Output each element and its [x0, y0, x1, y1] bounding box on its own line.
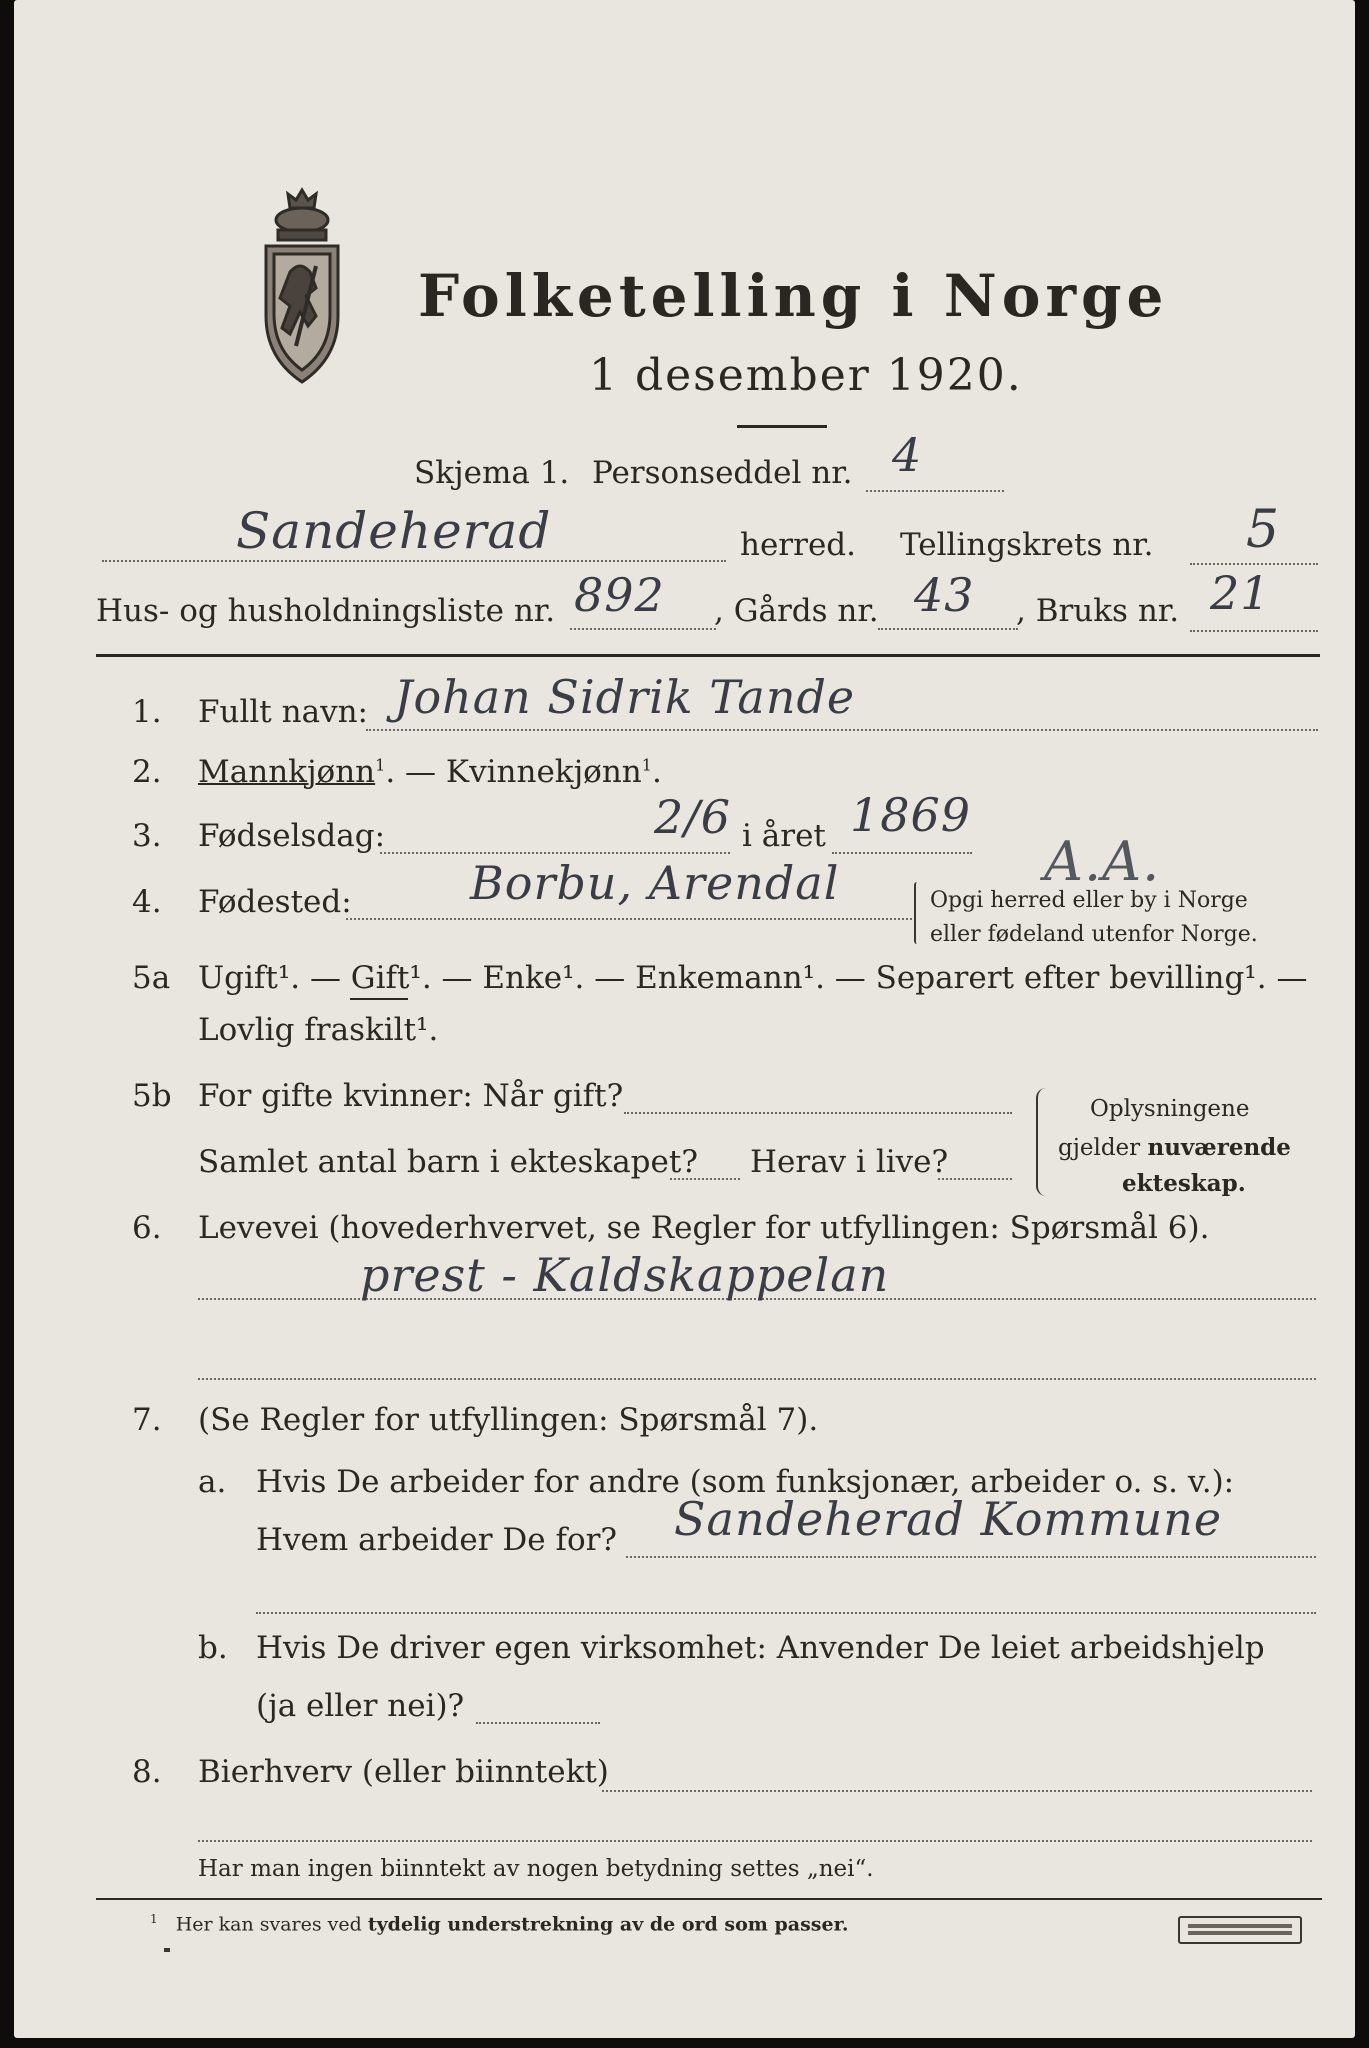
footnote-mark: 1	[150, 1912, 158, 1926]
q3-day-value: 2/6	[654, 790, 732, 844]
bruks-label: , Bruks nr.	[1016, 593, 1180, 629]
q8-number: 8.	[132, 1754, 162, 1790]
q6-line-2	[198, 1378, 1316, 1380]
q2-options	[198, 754, 662, 790]
bruks-value: 21	[1210, 566, 1271, 620]
q3-line-year	[832, 852, 972, 854]
header-rule	[96, 654, 1320, 657]
q3-year-label: i året	[742, 818, 826, 854]
q5b-note-brace	[1036, 1088, 1050, 1196]
q5b-note-line-3: ekteskap.	[1122, 1170, 1246, 1197]
q8-line-2	[198, 1840, 1312, 1842]
q2-footnote-mark-1: 1	[375, 755, 386, 775]
husliste-label: Hus- og husholdningsliste nr.	[96, 593, 556, 629]
q3-line-day	[380, 852, 730, 854]
q2-end: .	[651, 754, 662, 790]
q6-value: prest - Kaldskappelan	[360, 1248, 890, 1302]
q2-number: 2.	[132, 754, 162, 790]
footnote-text-a: Her kan svares ved	[175, 1913, 362, 1936]
q5a-options: Ugift¹. — Gift¹. — Enke¹. — Enkemann¹. — Separert efter bevilling¹. —	[198, 960, 1308, 996]
q1-number: 1.	[132, 694, 162, 730]
q8-label: Bierhverv (eller biinntekt)	[198, 1754, 609, 1790]
q1-label: Fullt navn:	[198, 694, 368, 730]
q5b-note-line-2	[1058, 1134, 1291, 1161]
herred-value: Sandeherad	[236, 502, 552, 560]
q5a-gift-underline	[350, 998, 408, 1000]
q5b-children-label: Samlet antal barn i ekteskapet?	[198, 1144, 698, 1180]
footnote	[150, 1912, 848, 1935]
gards-value: 43	[914, 568, 975, 622]
q3-year-value: 1869	[850, 788, 972, 842]
form-title: Folketelling i Norge	[418, 262, 1169, 330]
q1-line	[366, 729, 1318, 731]
printer-stamp-icon	[1178, 1916, 1302, 1944]
q5a-number: 5a	[132, 960, 171, 996]
q5b-married-line	[624, 1112, 1012, 1114]
q2-footnote-mark-2: 1	[641, 755, 652, 775]
q5b-number: 5b	[132, 1078, 172, 1114]
personseddel-line	[866, 490, 1004, 492]
q6-number: 6.	[132, 1210, 162, 1246]
q7a-letter: a.	[198, 1464, 227, 1500]
gards-line	[878, 628, 1018, 630]
q8-note: Har man ingen biinntekt av nogen betydning settes „nei“.	[198, 1856, 874, 1882]
title-divider	[737, 425, 827, 428]
q7a-employer-label: Hvem arbeider De for?	[256, 1522, 618, 1558]
q7b-question: Hvis De driver egen virksomhet: Anvender De leiet arbeidshjelp	[256, 1630, 1265, 1666]
q1-value: Johan Sidrik Tande	[394, 670, 856, 724]
q5b-note-line-1: Oplysningene	[1090, 1096, 1250, 1122]
q3-number: 3.	[132, 818, 162, 854]
q5a-options-line-2: Lovlig fraskilt¹.	[198, 1012, 439, 1048]
personseddel-label: Personseddel nr.	[592, 455, 853, 491]
tellingskrets-value: 5	[1246, 500, 1281, 560]
schema-label: Skjema 1.	[414, 455, 570, 491]
q7a-question: Hvis De arbeider for andre (som funksjonær, arbeider o. s. v.):	[256, 1464, 1235, 1500]
q4-value: Borbu, Arendal	[470, 856, 840, 910]
husliste-line	[570, 628, 716, 630]
q2-separator: . —	[385, 754, 437, 790]
q5b-note-nuvaerende: nuværende	[1147, 1134, 1291, 1161]
census-date: 1 desember 1920.	[589, 350, 1023, 401]
q7a-employer-value: Sandeherad Kommune	[674, 1492, 1223, 1546]
herred-label: herred.	[740, 527, 856, 563]
q5b-children-line	[670, 1178, 740, 1180]
q5b-alive-label: Herav i live?	[750, 1144, 949, 1180]
q5b-married-when: For gifte kvinner: Når gift?	[198, 1078, 624, 1114]
q7a-employer-line	[626, 1556, 1316, 1558]
q5b-note-gjelder: gjelder	[1058, 1135, 1141, 1161]
q4-number: 4.	[132, 884, 162, 920]
q5b-alive-line	[938, 1178, 1012, 1180]
herred-line	[102, 560, 726, 562]
q4-label: Fødested:	[198, 884, 352, 920]
tellingskrets-label: Tellingskrets nr.	[900, 527, 1154, 563]
q4-note-brace	[914, 882, 920, 944]
q4-initials: A.A.	[1044, 830, 1161, 893]
gards-label: , Gårds nr.	[714, 593, 879, 629]
q2-mannkjonn-option: Mannkjønn	[198, 754, 376, 790]
q2-kvinnekjonn-option: Kvinnekjønn	[445, 754, 642, 790]
footnote-dash	[164, 1948, 170, 1952]
census-form-sheet	[14, 0, 1355, 2038]
q4-note-line-1: Opgi herred eller by i Norge	[930, 888, 1248, 913]
bruks-line	[1190, 630, 1318, 632]
footnote-rule	[96, 1898, 1322, 1900]
q3-label: Fødselsdag:	[198, 818, 386, 854]
q7-number: 7.	[132, 1402, 162, 1438]
personseddel-value: 4	[892, 428, 923, 482]
q7-label: (Se Regler for utfyllingen: Spørsmål 7).	[198, 1402, 819, 1438]
q7b-letter: b.	[198, 1630, 228, 1666]
coat-of-arms-icon	[256, 186, 348, 386]
husliste-value: 892	[574, 568, 665, 622]
tellingskrets-line	[1190, 563, 1318, 565]
footnote-text-b: tydelig understrekning av de ord som passer.	[367, 1913, 849, 1936]
q7a-line-2	[256, 1612, 1316, 1614]
q4-note-line-2: eller fødeland utenfor Norge.	[930, 922, 1258, 947]
q4-line	[346, 918, 912, 920]
q8-line-1	[602, 1790, 1312, 1792]
q6-label: Levevei (hovederhvervet, se Regler for utfyllingen: Spørsmål 6).	[198, 1210, 1210, 1246]
q7b-answer-line	[476, 1722, 600, 1724]
q7b-answer-label: (ja eller nei)?	[256, 1688, 465, 1724]
